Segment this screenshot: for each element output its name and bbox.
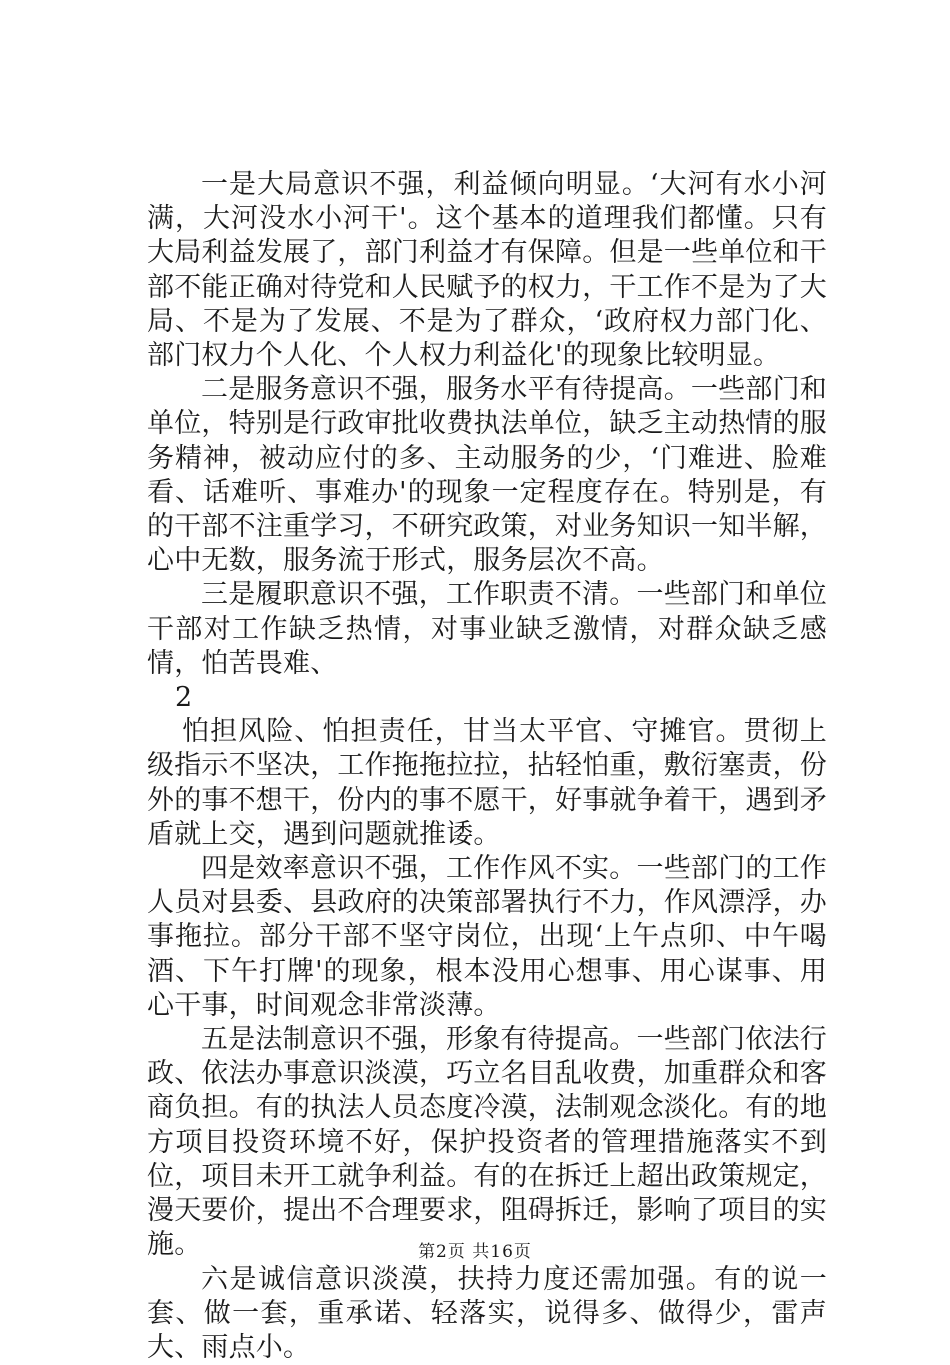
paragraph-5: 四是效率意识不强，工作作风不实。一些部门的工作人员对县委、县政府的决策部署执行不力，作风漂浮，办事拖拉。部分干部不坚守岗位，出现‘上午点卯、中午喝酒、下午打牌'的现象，根本没用心想事、用心谋事、用心干事，时间观念非常淡薄。 bbox=[147, 852, 827, 1023]
paragraph-1: 一是大局意识不强，利益倾向明显。‘大河有水小河满，大河没水小河干'。这个基本的道理我们都懂。只有大局利益发展了，部门利益才有保障。但是一些单位和干部不能正确对待党和人民赋予的权力，干工作不是为了大局、不是为了发展、不是为了群众，‘政府权力部门化、部门权力个人化、个人权力利益化'的现象比较明显。 bbox=[147, 168, 827, 373]
inline-page-number: 2 bbox=[147, 681, 827, 715]
document-body bbox=[147, 168, 827, 1365]
paragraph-6: 五是法制意识不强，形象有待提高。一些部门依法行政、依法办事意识淡漠，巧立名目乱收费，加重群众和客商负担。有的执法人员态度冷漠，法制观念淡化。有的地方项目投资环境不好，保护投资者的管理措施落实不到位，项目未开工就争利益。有的在拆迁上超出政策规定，漫天要价，提出不合理要求，阻碍拆迁，影响了项目的实施。 bbox=[147, 1023, 827, 1262]
paragraph-3: 三是履职意识不强，工作职责不清。一些部门和单位干部对工作缺乏热情，对事业缺乏激情，对群众缺乏感情，怕苦畏难、 bbox=[147, 578, 827, 681]
page-footer: 第2页 共16页 bbox=[0, 1237, 950, 1262]
paragraph-4: 怕担风险、怕担责任，甘当太平官、守摊官。贯彻上级指示不坚决，工作拖拖拉拉，拈轻怕重，敷衍塞责，份外的事不想干，份内的事不愿干，好事就争着干，遇到矛盾就上交，遇到问题就推诿。 bbox=[147, 715, 827, 852]
paragraph-2: 二是服务意识不强，服务水平有待提高。一些部门和单位，特别是行政审批收费执法单位，缺乏主动热情的服务精神，被动应付的多、主动服务的少，‘门难进、脸难看、话难听、事难办'的现象一定程度存在。特别是，有的干部不注重学习，不研究政策，对业务知识一知半解，心中无数，服务流于形式，服务层次不高。 bbox=[147, 373, 827, 578]
paragraph-7: 六是诚信意识淡漠，扶持力度还需加强。有的说一套、做一套，重承诺、轻落实，说得多、做得少，雷声大、雨点小。 bbox=[147, 1263, 827, 1365]
